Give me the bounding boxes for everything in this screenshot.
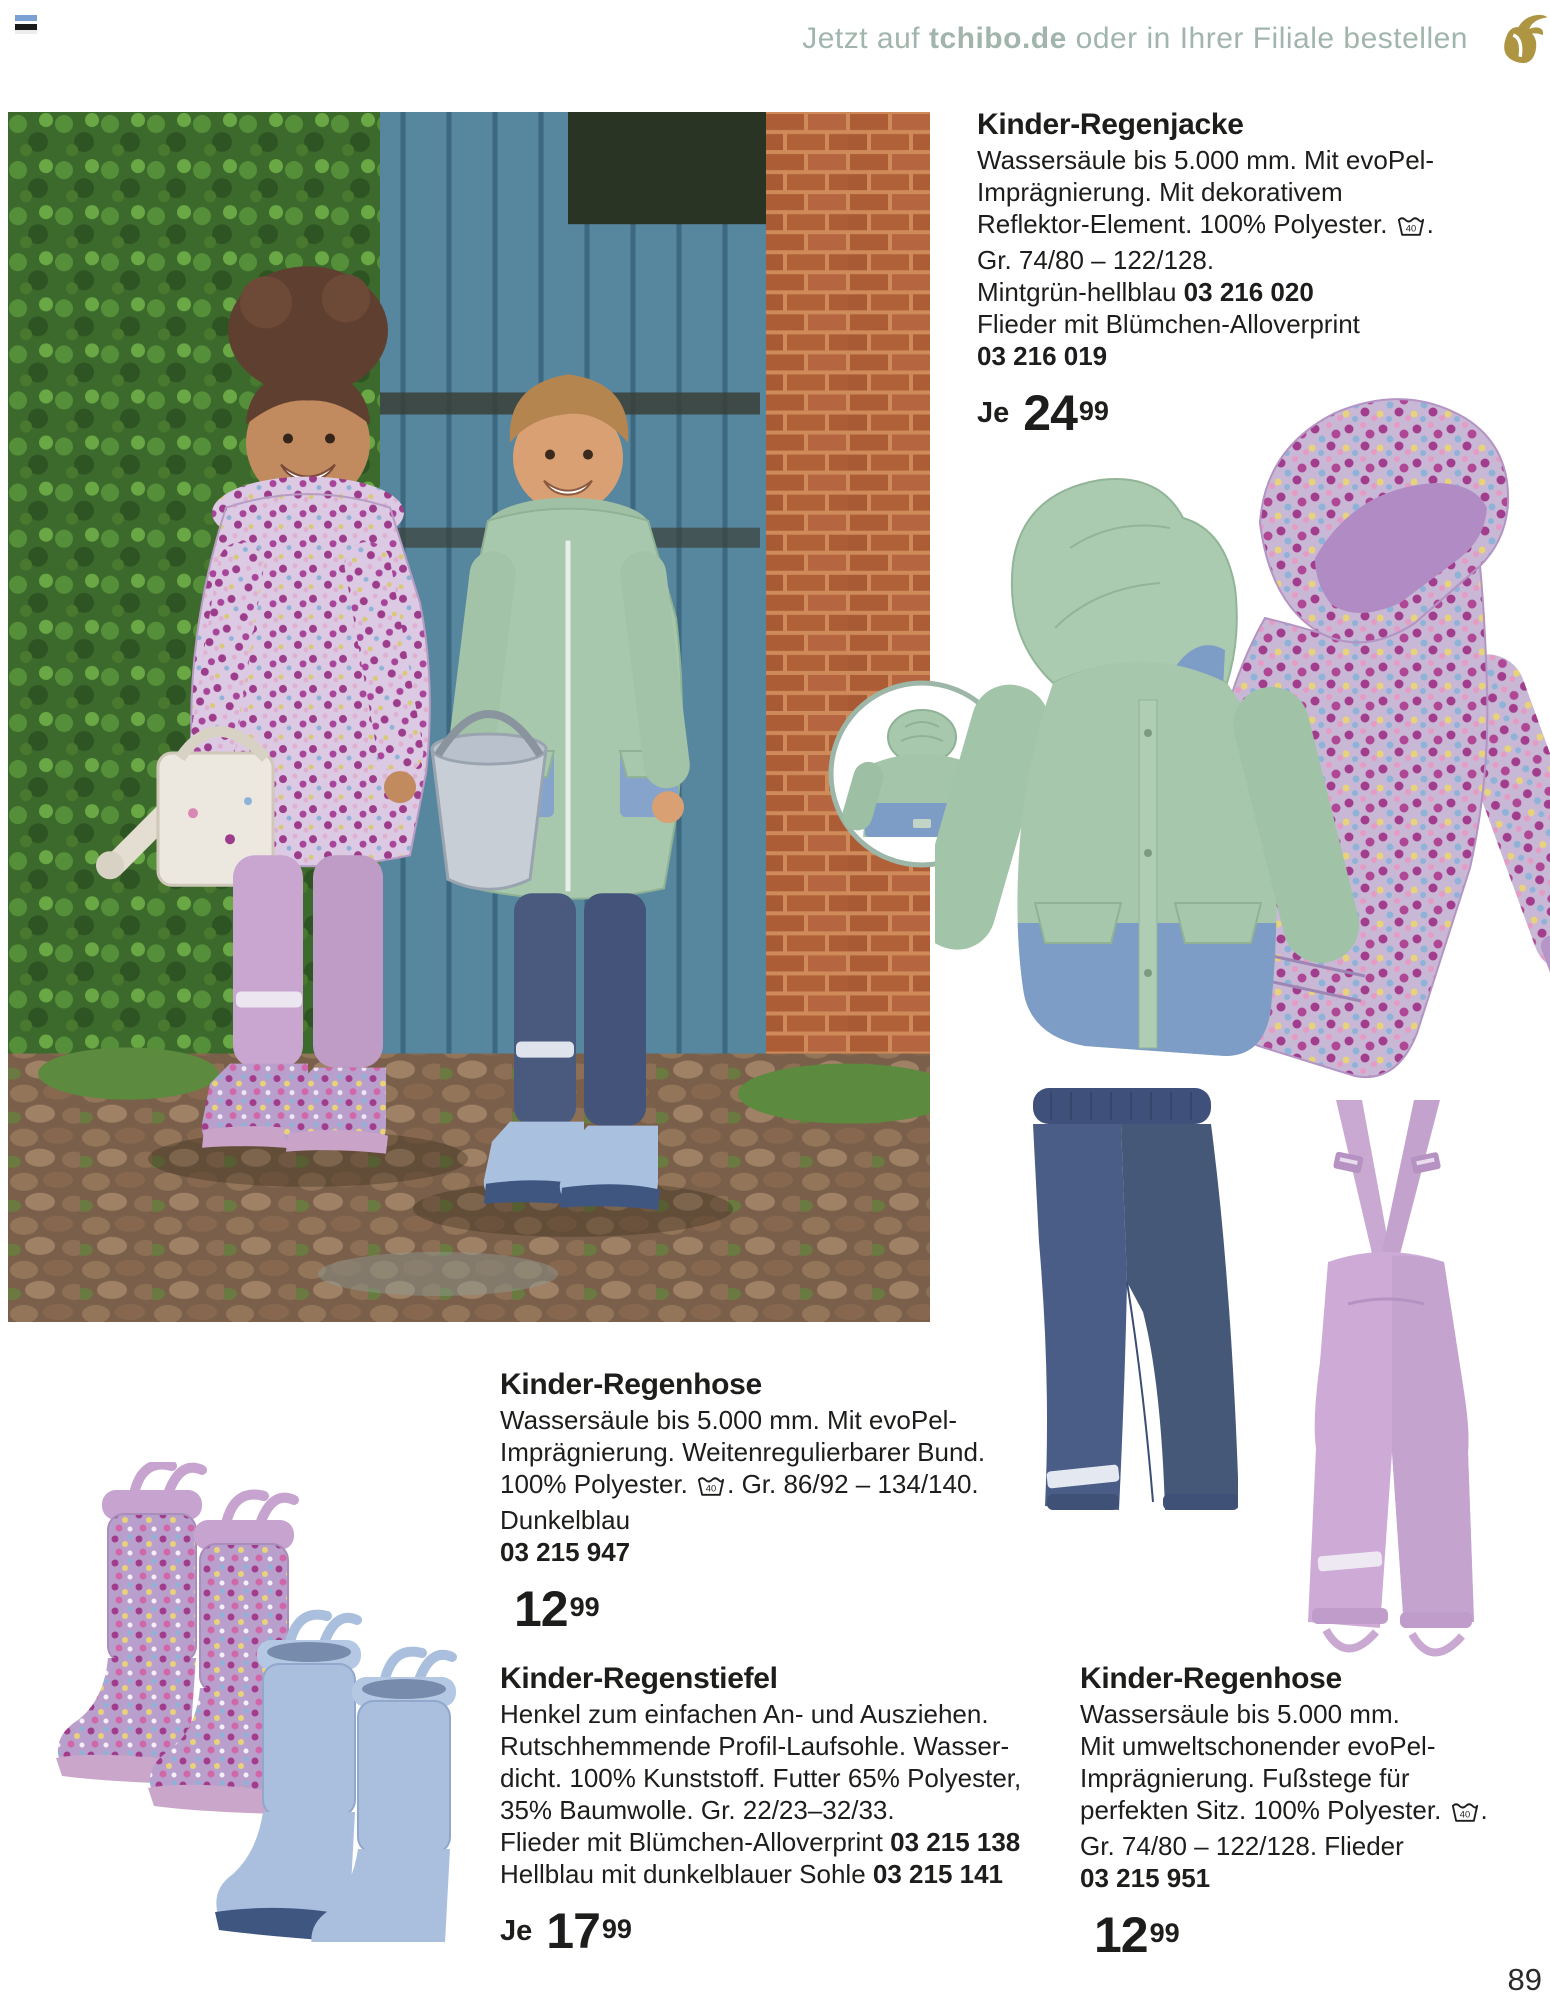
metal-bucket	[432, 714, 546, 889]
product-block-regenstiefel	[500, 1660, 1022, 1960]
price-cents: 99	[1149, 1917, 1180, 1948]
product-title: Kinder-Regenhose	[500, 1368, 762, 1401]
product-description-line	[500, 1436, 986, 1468]
description-text: Gr. 74/80 – 122/128. Flieder	[1080, 1831, 1404, 1861]
price-prefix: Je	[500, 1915, 533, 1947]
product-description-line	[977, 276, 1477, 308]
product-description-line	[977, 308, 1477, 340]
page-header	[802, 8, 1548, 70]
product-description-line	[1080, 1794, 1530, 1830]
svg-text:40: 40	[1405, 223, 1416, 234]
description-text: Hellblau mit dunkelblauer Sohle	[500, 1859, 873, 1889]
article-number: 03 216 019	[977, 341, 1108, 371]
description-text: Mintgrün-hellblau	[977, 277, 1184, 307]
product-description-line	[500, 1468, 980, 1504]
wash-40-icon	[697, 1472, 725, 1504]
product-description	[500, 1404, 986, 1568]
product-image-rain-pants-darkblue	[1003, 1082, 1238, 1532]
product-description-line	[1080, 1762, 1530, 1794]
price-cents: 99	[1078, 395, 1109, 426]
price	[1080, 1906, 1530, 1964]
product-description	[1080, 1698, 1530, 1894]
product-title: Kinder-Regenstiefel	[500, 1662, 778, 1695]
price-value: 12	[1094, 1907, 1148, 1963]
price-cents: 99	[601, 1913, 632, 1944]
description-text: 100% Polyester.	[500, 1469, 696, 1499]
header-text	[802, 22, 1468, 56]
product-description-line	[977, 244, 1477, 276]
brick-wall	[766, 112, 930, 1124]
header-brand: tchibo.de	[928, 22, 1067, 55]
product-description-line	[977, 340, 1477, 372]
product-description-line	[977, 208, 1477, 244]
description-text: perfekten Sitz. 100% Polyester.	[1080, 1795, 1449, 1825]
product-title: Kinder-Regenjacke	[977, 108, 1244, 141]
header-text-before: Jetzt auf	[802, 22, 929, 55]
article-number: 03 216 020	[1183, 277, 1314, 307]
description-text: 35% Baumwolle. Gr. 22/23–32/33.	[500, 1795, 895, 1825]
description-text: .	[1426, 209, 1434, 239]
floral-boot-back	[56, 1465, 202, 1784]
product-description-line	[1080, 1698, 1530, 1730]
product-description-line	[500, 1730, 1010, 1762]
product-description-line	[1080, 1862, 1530, 1894]
description-text: Dunkelblau	[500, 1505, 631, 1535]
description-text: Mit umweltschonender evoPel-	[1080, 1731, 1436, 1761]
wash-40-icon	[1451, 1798, 1479, 1830]
wash-40-icon	[1397, 212, 1425, 244]
svg-text:40: 40	[705, 1483, 717, 1494]
price	[500, 1902, 1010, 1960]
registration-mark-icon	[15, 15, 37, 34]
tchibo-coffee-bean-logo-icon	[1494, 8, 1548, 70]
description-text: Henkel zum einfachen An- und Ausziehen.	[500, 1699, 989, 1729]
product-description-line	[500, 1762, 1022, 1794]
price-value: 12	[514, 1581, 568, 1637]
article-number: 03 215 138	[890, 1827, 1021, 1857]
boy-blue-boots	[484, 1122, 660, 1210]
description-text: Wassersäule bis 5.000 mm. Mit evoPel-	[977, 145, 1435, 175]
price-value: 17	[546, 1903, 600, 1959]
product-description-line	[977, 176, 1477, 208]
lifestyle-photo-children	[8, 112, 930, 1322]
product-image-rain-pants-bib-lilac	[1278, 1092, 1493, 1667]
price-cents: 99	[569, 1591, 600, 1622]
description-text: . Gr. 86/92 – 134/140.	[727, 1469, 979, 1499]
description-text: Rutschhemmende Profil-Laufsohle. Wasser-	[500, 1731, 1010, 1761]
product-description-line	[500, 1794, 1010, 1826]
product-description-line	[500, 1698, 1010, 1730]
product-block-regenhose-flieder	[1080, 1660, 1530, 1964]
product-description-line	[977, 144, 1477, 176]
girl-floral-boots	[202, 1064, 388, 1154]
product-description	[500, 1698, 1022, 1890]
page-number: 89	[1507, 1962, 1542, 1997]
description-text: Flieder mit Blümchen-Alloverprint	[977, 309, 1360, 339]
photo-scene	[8, 112, 930, 1322]
article-number: 03 215 947	[500, 1537, 631, 1567]
product-image-rain-jackets	[935, 388, 1550, 1100]
price-value: 24	[1023, 385, 1077, 441]
description-text: Flieder mit Blümchen-Alloverprint	[500, 1827, 891, 1857]
description-text: Wassersäule bis 5.000 mm. Mit evoPel-	[500, 1405, 958, 1435]
product-description-line	[500, 1858, 1010, 1890]
price	[500, 1580, 980, 1638]
description-text: Imprägnierung. Fußstege für	[1080, 1763, 1410, 1793]
description-text: Imprägnierung. Weitenregulierbarer Bund.	[500, 1437, 986, 1467]
ground-cobblestones	[8, 1048, 930, 1322]
product-title: Kinder-Regenhose	[1080, 1662, 1342, 1695]
article-number: 03 215 141	[872, 1859, 1004, 1889]
article-number: 03 215 951	[1080, 1863, 1211, 1893]
price-prefix: Je	[977, 397, 1010, 429]
description-text: dicht. 100% Kunststoff. Futter 65% Polyester,	[500, 1763, 1022, 1793]
product-description-line	[1080, 1730, 1530, 1762]
header-text-after: oder in Ihrer Filiale bestellen	[1066, 22, 1468, 55]
product-block-regenhose-dunkelblau	[500, 1366, 986, 1638]
description-text: Imprägnierung. Mit dekorativem	[977, 177, 1343, 207]
product-description-line	[500, 1826, 1021, 1858]
product-description-line	[500, 1404, 980, 1436]
product-description-line	[500, 1504, 980, 1536]
description-text: Wassersäule bis 5.000 mm.	[1080, 1699, 1400, 1729]
description-text: Gr. 74/80 – 122/128.	[977, 245, 1215, 275]
description-text: .	[1480, 1795, 1488, 1825]
svg-text:40: 40	[1459, 1809, 1470, 1820]
product-description-line	[1080, 1830, 1530, 1862]
product-description	[977, 144, 1477, 372]
product-description-line	[500, 1536, 980, 1568]
description-text: Reflektor-Element. 100% Polyester.	[977, 209, 1395, 239]
product-image-rain-boots	[38, 1462, 488, 1942]
